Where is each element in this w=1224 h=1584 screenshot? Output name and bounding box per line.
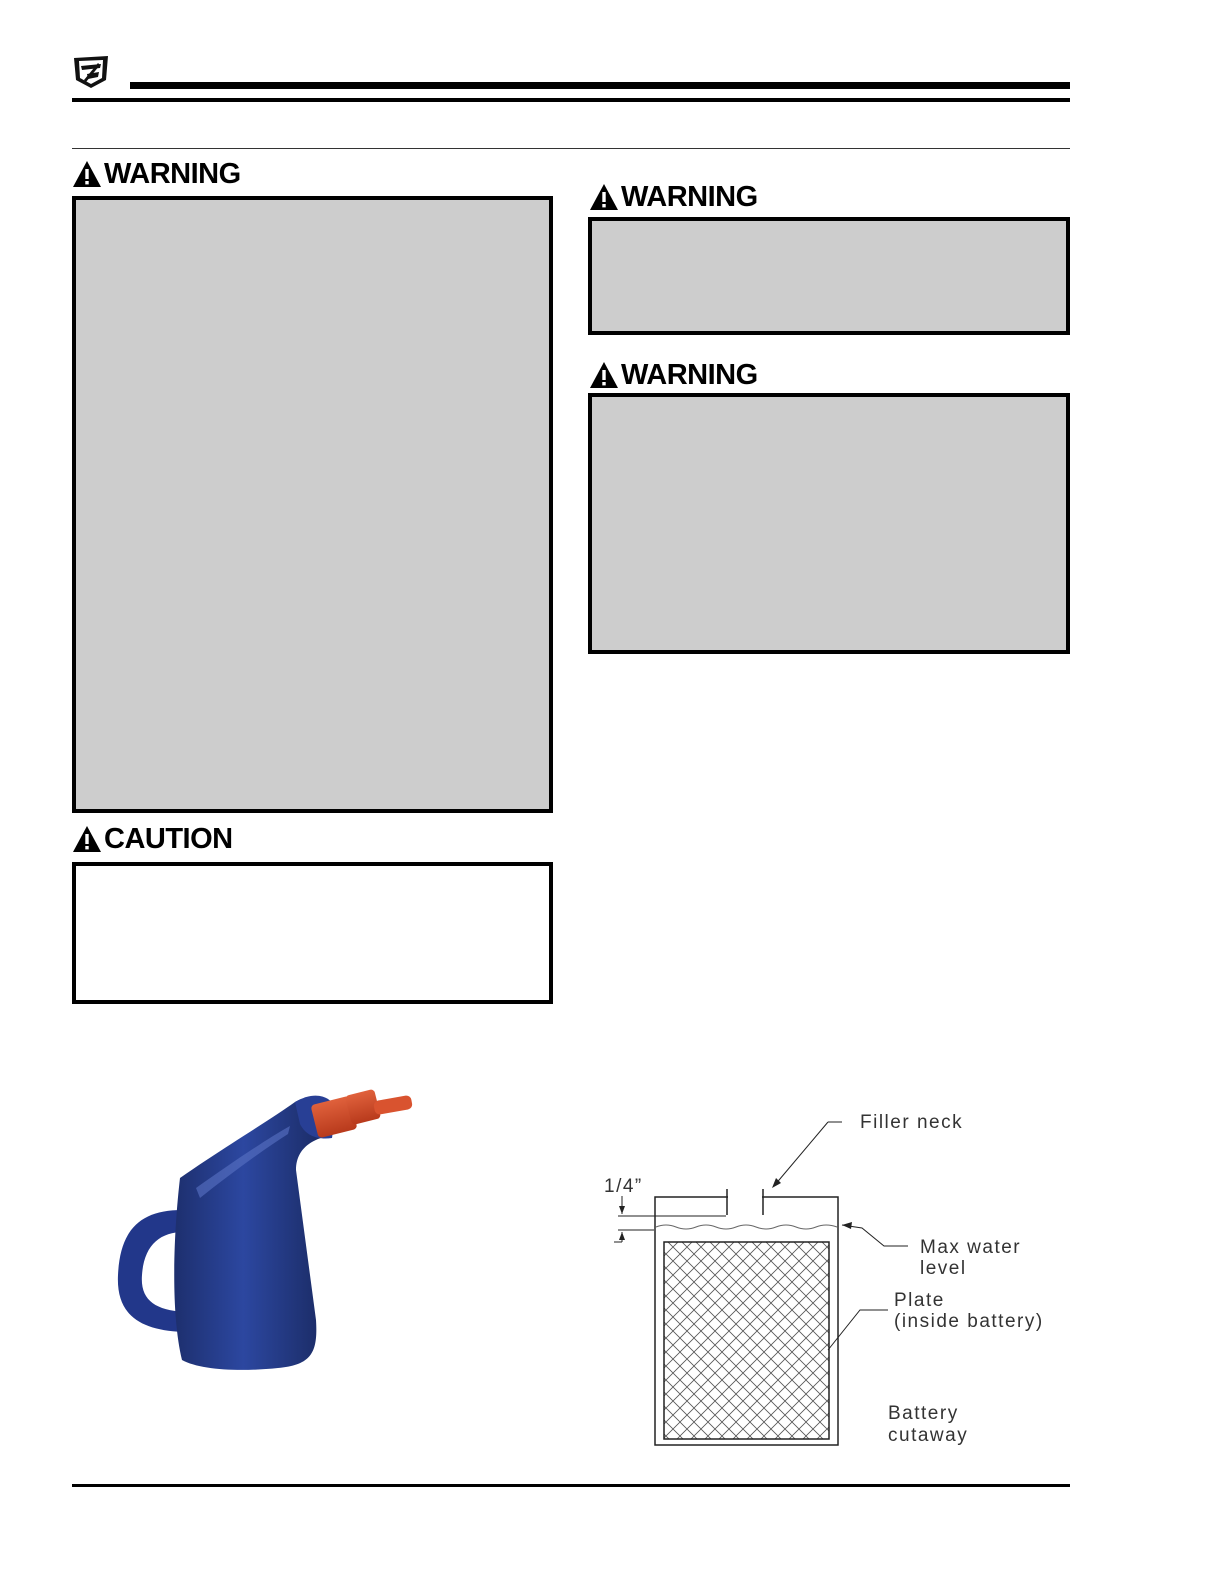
caution-heading [72, 822, 233, 856]
label-plate-1: Plate [894, 1290, 945, 1311]
warning-box-right-top [588, 217, 1070, 335]
warning-box-right-bottom [588, 393, 1070, 654]
label-quarter-inch: 1/4” [604, 1176, 643, 1197]
label-cutaway-2: cutaway [888, 1425, 969, 1446]
caution-title: CAUTION [104, 822, 233, 855]
caution-triangle-icon [72, 825, 102, 853]
label-cutaway-1: Battery [888, 1403, 959, 1424]
battery-filler-jug-image [100, 1060, 440, 1390]
label-max-water-2: level [920, 1258, 967, 1279]
section-divider [72, 148, 1070, 149]
label-filler-neck: Filler neck [860, 1112, 964, 1133]
warning-triangle-icon [589, 183, 619, 211]
warning-heading-right-bottom [589, 358, 758, 392]
warning-triangle-icon [72, 160, 102, 188]
brand-logo-icon [72, 54, 110, 90]
warning-title: WARNING [621, 358, 758, 391]
warning-heading-right-top [589, 180, 758, 214]
warning-box-left [72, 196, 553, 813]
caution-box [72, 862, 553, 1004]
footer-rule [72, 1484, 1070, 1487]
warning-heading-left [72, 157, 241, 191]
label-max-water-1: Max water [920, 1237, 1022, 1258]
warning-title: WARNING [104, 157, 241, 190]
battery-cutaway-diagram [596, 1100, 1066, 1460]
warning-title: WARNING [621, 180, 758, 213]
header-rule-thick [130, 82, 1070, 89]
warning-triangle-icon [589, 361, 619, 389]
header-rule [72, 98, 1070, 102]
label-plate-2: (inside battery) [894, 1311, 1044, 1332]
